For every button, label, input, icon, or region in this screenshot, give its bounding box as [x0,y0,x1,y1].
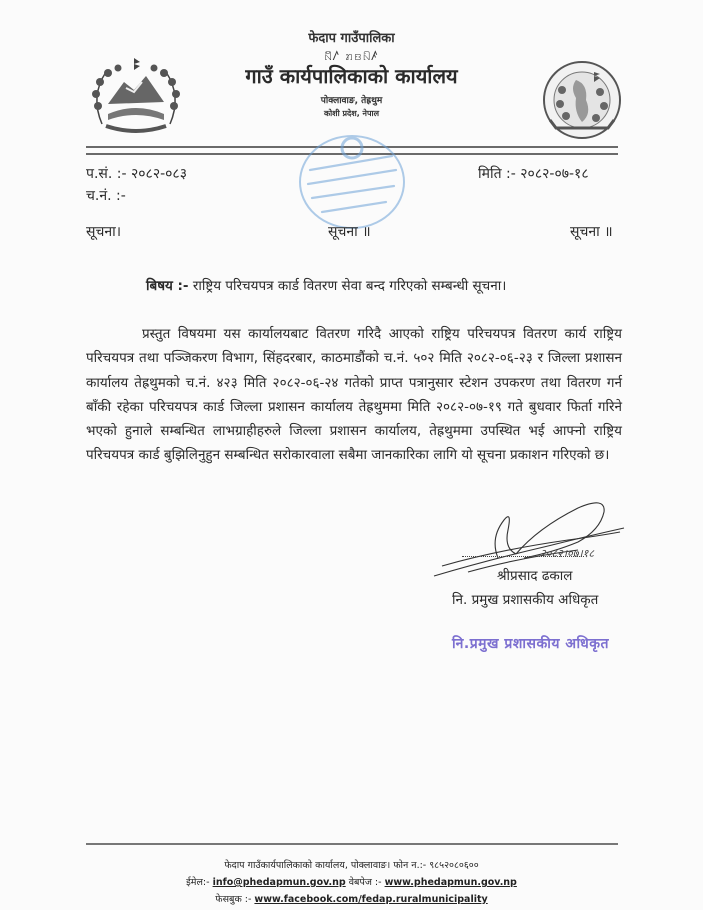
subject-label: बिषय :- [146,278,189,294]
website-link[interactable]: www.phedapmun.gov.np [384,877,517,888]
footer-social [0,892,703,905]
org-name-limbu-script: ꤡꤩꤱ ꤊꤢꤡꤰ [324,49,379,64]
footer-contact [0,875,703,888]
notice-heading-center: सूचना ॥ [328,224,371,240]
facebook-label: फेसबुक :- [215,894,255,905]
letter-date: मिति :- २०८२-०७-१८ [478,166,589,182]
notice-heading-left: सूचना। [86,224,122,240]
dispatch-number: च.नं. :- [86,188,126,204]
address-line-1: पोक्लावाङ, तेह्रथुम [320,96,383,106]
email-label: ईमेल:- [186,877,213,888]
subject-line [146,276,506,294]
handwritten-date: २०८२।०७।१८ [540,547,595,560]
notice-body: प्रस्तुत विषयमा यस कार्यालयबाट वितरण गरिदै आएको राष्ट्रिय परिचयपत्र वितरण कार्य राष्ट्रिय परिचयपत्र तथा पञ्जिकरण विभाग, सिंहदरबार, काठमाडौंको च.नं. ५०२ मिति २०८२-०६-२३ र जिल्ला प्रशासन कार्यालय तेह्रथुमको च.नं. ४२३ मिति २०८२-०६-२४ गतेको प्राप्त पत्रानुसार स्टेशन उपकरण तथा वितरण गर्न बाँकी रहेका परिचयपत्र कार्ड जिल्ला प्रशासन कार्यालय तेह्रथुममा मिति २०८२-०७-१९ गते बुधवार फिर्ता गरिने भएको हुनाले सम्बन्धित लाभग्राहीहरुले जिल्ला प्रशासन कार्यालय, तेह्रथुममा उपस्थित भई आफ्नो राष्ट्रिय परिचयपत्र कार्ड बुझिलिनुहुन सम्बन्धित सरोकारवाला सबैमा जानकारिका लागि यो सूचना प्रकाशन गरिएको छ। [86,326,622,464]
address-line-2: कोशी प्रदेश, नेपाल [323,109,380,118]
website-label: वेबपेज :- [345,877,385,888]
signer-title: नि. प्रमुख प्रशासकीय अधिकृत [452,592,599,608]
office-stamp [296,130,408,230]
office-name: गाउँ कार्यपालिकाको कार्यालय [245,64,458,88]
email-link[interactable]: info@phedapmun.gov.np [212,877,346,888]
facebook-link[interactable]: www.facebook.com/fedap.ruralmunicipality [254,894,488,905]
org-name: फेदाप गाउँपालिका [308,31,395,46]
reference-number: प.सं. :- २०८२-०८३ [86,166,187,182]
notice-heading-right: सूचना ॥ [570,224,613,240]
subject-text: राष्ट्रिय परिचयपत्र कार्ड वितरण सेवा बन्द गरिएको सम्बन्धी सूचना। [188,278,507,294]
signer-name: श्रीप्रसाद ढकाल [497,568,573,584]
footer-address-phone: फेदाप गाउँकार्यपालिकाको कार्यालय, पोक्लावाङ। फोन न.:- ९८५२०८०६०० [224,860,479,871]
footer-divider [86,843,618,845]
designation-seal: नि.प्रमुख प्रशासकीय अधिकृत [452,636,609,652]
